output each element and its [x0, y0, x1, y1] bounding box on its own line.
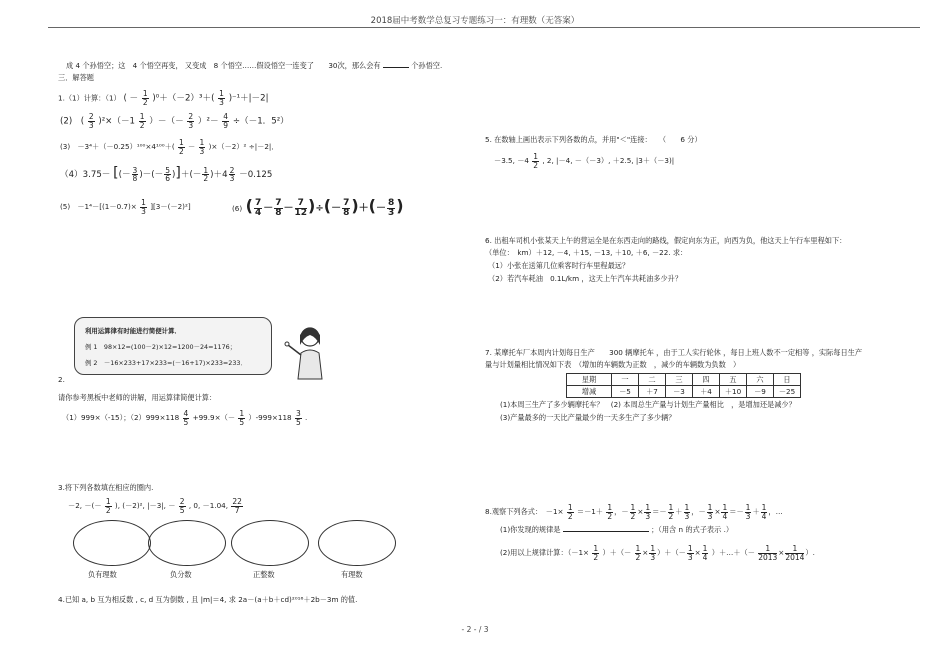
intro-text: 成 4 个孙悟空；这 4 个悟空再变， 又变成 8 个悟空……假设悟空一连变了 30次，那么会有	[66, 61, 381, 70]
q8-blank-prompt: (1)你发现的规律是	[500, 525, 561, 534]
fraction: $\frac{2}{3}$	[88, 112, 94, 130]
fraction: $\frac{3}{5}$	[295, 409, 301, 427]
fraction: $\frac{1}{4}$	[761, 503, 767, 521]
q3-numbers-a: －2, －(－	[68, 501, 102, 510]
fraction: $\frac{7}{4}$	[254, 197, 262, 218]
table-cell: 六	[747, 374, 774, 386]
q2-items-b: +99.9×（－	[192, 413, 236, 422]
q1-6-label: (6)	[232, 204, 243, 213]
q1-2-c: ）－（－	[149, 116, 184, 127]
production-table	[566, 373, 801, 398]
teacher-illustration	[282, 323, 334, 381]
q1-5-a: (5) －1⁴－[(1－0.7)×	[60, 202, 137, 211]
fraction: $\frac{1}{2}$	[139, 112, 145, 130]
circle-label-rational: 有理数	[341, 570, 363, 579]
fraction: $\frac{1}{3}$	[684, 503, 690, 521]
q1-3-b: －	[188, 142, 196, 151]
q6-part1: （1）小张在送第几位乘客时行车里程最远？	[488, 261, 630, 270]
circle-rational[interactable]	[318, 520, 396, 566]
fraction: $\frac{1}{2}$	[203, 165, 209, 183]
fraction: $\frac{1}{3}$	[199, 138, 205, 156]
fraction: $\frac{7}{12}$	[294, 197, 308, 218]
year-2014: 2014	[785, 552, 805, 562]
q6-part2: （2）若汽车耗油 0.1L/km ，这天上午汽车共耗油多少升？	[488, 274, 683, 283]
table-cell: 五	[720, 374, 747, 386]
page-number: - 2 - / 3	[461, 625, 489, 634]
board-example-1: 例 1 98×12=(100－2)×12=1200－24=1176；	[85, 343, 237, 351]
fraction: $\frac{1}{2}$	[178, 138, 184, 156]
q1-part2	[60, 113, 289, 129]
table-cell: －25	[774, 386, 801, 398]
fraction: $\frac{1}{4}$	[722, 503, 728, 521]
table-cell: －5	[612, 386, 639, 398]
section-title-3: 三．解答题	[58, 73, 94, 82]
board-example-2: 例 2 －16×233+17×233=(－16+17)×233=233．	[85, 359, 247, 367]
q3-text: 3.将下列各数填在相应的圈内.	[58, 483, 154, 492]
table-cell: ＋7	[639, 386, 666, 398]
circle-negative-rational[interactable]	[73, 520, 151, 566]
intro-line	[66, 62, 442, 69]
q1-label: 1.（1）计算：（1）	[58, 93, 121, 103]
circle-label-negative-fraction: 负分数	[170, 570, 192, 579]
fraction: $\frac{1}{2}$	[607, 503, 613, 521]
q8-calc-mid: ）＋（－	[602, 548, 632, 557]
fraction: $\frac{1}{3}$	[707, 503, 713, 521]
q1-1-c: )⁻¹＋|－2|	[228, 93, 269, 104]
q6-text: 6. 出租车司机小张某天上午的营运全是在东西走向的路线，假定向东为正，向西为负，他这天上午行车里程如下：	[485, 236, 847, 245]
q8-seq: ＝－1＋	[576, 507, 604, 516]
fraction: $\frac{8}{3}$	[387, 197, 395, 218]
q1-part4: （4）3.75－ [(－ $\frac{3}{8}$ )－(－ $\frac{5}{6}$ )]＋(－ $\frac{1}{2}$ )＋4 $\frac{2}{3}$ －0.125	[60, 165, 273, 183]
fraction: $\frac{4}{9}$	[223, 112, 229, 130]
q1-part3	[60, 139, 279, 155]
q2-items-d: .	[305, 413, 308, 422]
table-cell: 一	[612, 374, 639, 386]
q7-part1-2: (1)本周三生产了多少辆摩托车？ (2) 本周总生产量与计划生产量相比 ，是增加还是减少？	[500, 400, 796, 409]
table-cell: －3	[666, 386, 693, 398]
q1-1-b: )⁰＋（－2）³＋(	[152, 93, 215, 104]
table-row	[567, 386, 801, 398]
header-rule	[48, 27, 920, 28]
q8-blank-suffix: ；（用含 n 的式子表示 .）	[651, 525, 734, 534]
table-cell: 增减	[567, 386, 612, 398]
q8-calc-end: ）＋…＋（－	[711, 548, 755, 557]
fraction: $\frac{1}{2014}$	[785, 544, 805, 562]
q5-numbers	[494, 153, 674, 169]
board-title: 利用运算律有时能进行简便计算．	[85, 327, 181, 335]
q3-numbers	[68, 498, 244, 514]
fraction: $\frac{1}{3}$	[745, 503, 751, 521]
q2-items	[62, 410, 307, 426]
q1-part1	[58, 90, 268, 106]
q8-line: 8.观察下列各式： －1× $\frac{1}{2}$ ＝－1＋ $\frac{1}{2}$ ，－ $\frac{1}{2}$ × $\frac{1}{3}$ ＝－ $\frac{1}{2}$ ＋ $\frac{1}{3}$ ，－ $\frac{1}{3}$ × $\frac{1}{4}$ ＝－ $\frac{1}{3}$ ＋ $\frac{1}{4}$ ，…	[485, 503, 783, 521]
q6-units: （单位： km）＋12, －4, ＋15, －13, ＋10, ＋6, －22. 求：	[485, 248, 688, 257]
q7-text-1: 7. 某摩托车厂本周内计划每日生产 300 辆摩托车 ，由于工人实行轮休 ，每日上班人数不一定相等 ，实际每日生产	[485, 348, 863, 357]
rule-answer-blank[interactable]	[563, 531, 649, 532]
q1-5-b: ][3－(－2)²]	[150, 202, 191, 211]
table-cell: 四	[693, 374, 720, 386]
q4-text: 4.已知 a, b 互为相反数 , c, d 互为倒数 , 且 |m|＝4, 求 2a－(a＋b＋cd)²⁰¹⁶＋2b－3m 的值.	[58, 595, 358, 604]
q1-3-c: )×（－2）² ÷|－2|．	[208, 142, 279, 151]
q1-part5	[60, 199, 191, 215]
fraction: $\frac{1}{2}$	[668, 503, 674, 521]
table-cell: 三	[666, 374, 693, 386]
table-cell: 二	[639, 374, 666, 386]
fraction: $\frac{1}{2}$	[533, 152, 539, 170]
year-2013: 2013	[758, 552, 778, 562]
fraction: $\frac{1}{2}$	[105, 497, 111, 515]
table-cell: 日	[774, 374, 801, 386]
table-cell: ＋4	[693, 386, 720, 398]
q1-2-d: ）²－	[197, 116, 219, 127]
q1-2-e: ÷（－1．5²）	[232, 116, 289, 127]
q5-text: 5. 在数轴上画出表示下列各数的点，并用"＜"连接： （ 6 分）	[485, 135, 702, 144]
circle-label-negative-rational: 负有理数	[88, 570, 117, 579]
fraction: $\frac{1}{3}$	[219, 89, 224, 107]
fraction: $\frac{1}{3}$	[650, 544, 656, 562]
fraction: $\frac{1}{2}$	[630, 503, 636, 521]
intro-suffix: 个孙悟空.	[411, 61, 443, 70]
q7-text-2: 量与计划量相比情况如下表 （增加的车辆数为正数 ，减少的车辆数为负数 ）	[485, 360, 741, 369]
circle-positive-integer[interactable]	[231, 520, 309, 566]
q2-items-c: ）-999×118	[248, 413, 292, 422]
table-cell: ＋10	[720, 386, 747, 398]
fraction: $\frac{5}{6}$	[165, 165, 171, 183]
fraction: $\frac{2}{3}$	[229, 165, 235, 183]
q8-part2: (2)用以上规律计算：（－1× $\frac{1}{2}$ ）＋（－ $\frac{1}{2}$ × $\frac{1}{3}$ ）＋（－ $\frac{1}{3}$ × $\frac{1}{4}$ ）＋…＋（－ $\frac{1}{2013}$ × $\frac{1}{2014}$ ）.	[500, 544, 815, 562]
q1-3-a: (3) －3⁴＋（－0.25）¹⁰⁰×4¹⁰⁰＋(	[60, 142, 175, 151]
q8-part1	[500, 526, 733, 533]
fraction: $\frac{22}{7}$	[232, 497, 242, 515]
q2-number: 2.	[58, 375, 65, 384]
circle-negative-fraction[interactable]	[148, 520, 226, 566]
page-header: 2018届中考数学总复习专题练习一：有理数（无答案）	[370, 16, 580, 26]
q3-numbers-b: ), (－2)², |－3|, －	[114, 501, 176, 510]
table-cell: 星期	[567, 374, 612, 386]
answer-blank[interactable]	[383, 67, 409, 68]
q1-2-b: )²×（－1	[98, 116, 136, 127]
fraction: $\frac{1}{5}$	[239, 409, 245, 427]
q7-part3: (3)产量最多的一天比产量最少的一天多生产了多少辆？	[500, 413, 676, 422]
q8-calc: (2)用以上规律计算：（－1×	[500, 548, 590, 557]
fraction: $\frac{1}{3}$	[141, 198, 146, 216]
fraction: $\frac{1}{2}$	[567, 503, 573, 521]
q8-text: 8.观察下列各式： －1×	[485, 507, 564, 516]
fraction: $\frac{1}{2}$	[142, 89, 148, 107]
table-cell: －9	[747, 386, 774, 398]
circle-label-positive-integer: 正整数	[253, 570, 275, 579]
q1-4-b: －0.125	[239, 170, 273, 180]
q1-part6: (6) ( $\frac{7}{4}$ － $\frac{7}{8}$ － $\frac{7}{12}$ )÷(－ $\frac{7}{8}$ )＋(－ $\frac{8}{3}$ )	[232, 196, 404, 218]
q3-numbers-c: , 0, －1.04,	[188, 501, 229, 510]
fraction: $\frac{7}{8}$	[343, 197, 350, 218]
fraction: $\frac{7}{8}$	[275, 197, 282, 218]
fraction: $\frac{1}{4}$	[702, 544, 708, 562]
q1-2-a: (2) (	[60, 116, 85, 127]
fraction: $\frac{1}{3}$	[687, 544, 693, 562]
fraction: $\frac{2}{5}$	[179, 497, 185, 515]
fraction: $\frac{1}{2}$	[635, 544, 641, 562]
q1-1-a: ( －	[123, 93, 139, 104]
fraction: $\frac{1}{2013}$	[758, 544, 778, 562]
fraction: $\frac{1}{2}$	[593, 544, 599, 562]
fraction: $\frac{4}{5}$	[183, 409, 189, 427]
q5-numbers-b: , 2, |－4, －（－3）, ＋2.5, |3＋（－3)|	[542, 156, 675, 165]
q5-numbers-a: －3.5, －4	[494, 156, 529, 165]
table-row	[567, 374, 801, 386]
q2-text: 请你参考黑板中老师的讲解，用运算律简便计算：	[58, 393, 217, 402]
fraction: $\frac{3}{8}$	[132, 165, 138, 183]
q2-items-a: （1）999×（-15）；（2）999×118	[62, 413, 180, 422]
fraction: $\frac{1}{3}$	[645, 503, 651, 521]
blackboard	[74, 317, 272, 375]
fraction: $\frac{2}{3}$	[188, 112, 194, 130]
q1-4-a: （4）3.75－	[60, 170, 111, 180]
